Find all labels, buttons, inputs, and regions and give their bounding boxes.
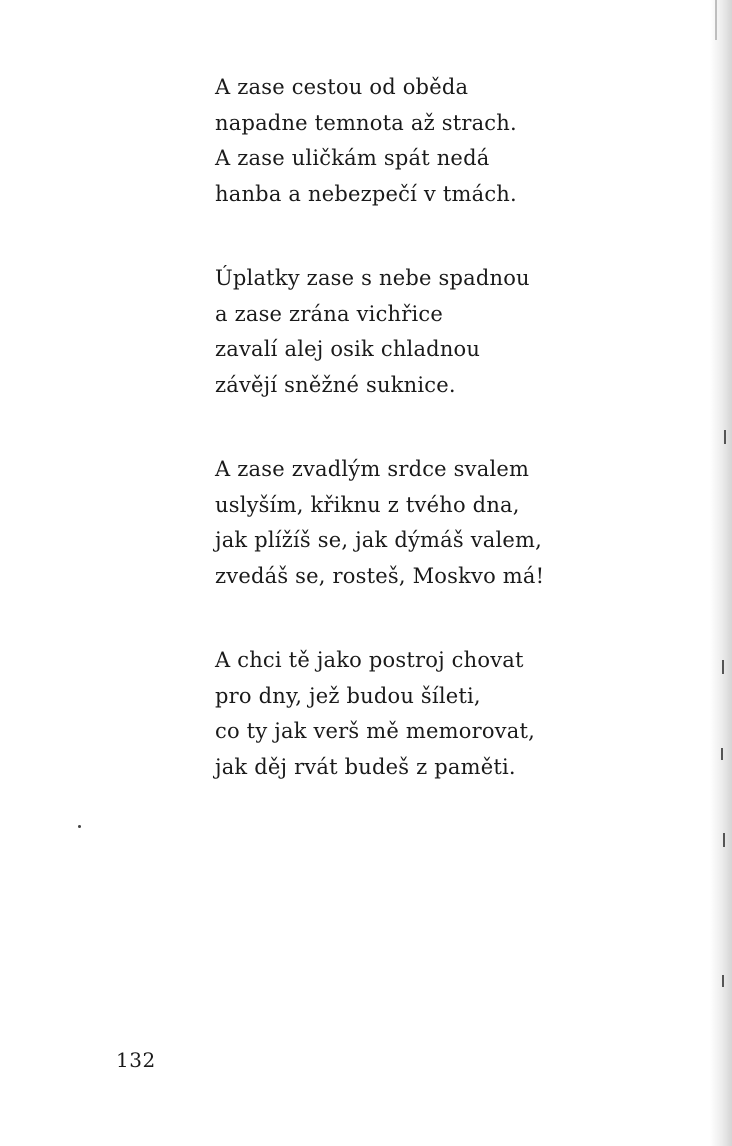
- scan-edge-mark: [715, 0, 717, 40]
- page-number: 132: [116, 1048, 156, 1072]
- poem-line: co ty jak verš mě memorovat,: [215, 719, 535, 743]
- poem: [215, 70, 635, 834]
- stanza-3: [215, 452, 635, 594]
- poem-line: napadne temnota až strach.: [215, 110, 517, 135]
- poem-line: závějí sněžné suknice.: [215, 372, 456, 397]
- scan-edge-mark: [722, 975, 724, 987]
- poem-line: hanba a nebezpečí v tmách.: [215, 181, 517, 206]
- poem-line: uslyším, křiknu z tvého dna,: [215, 492, 520, 517]
- poem-line: zavalí alej osik chladnou: [215, 337, 481, 361]
- poem-line: zvedáš se, rosteš, Moskvo má!: [215, 563, 545, 588]
- poem-line: pro dny, jež budou šíleti,: [215, 683, 481, 708]
- scan-edge-mark: [722, 660, 724, 674]
- poem-line: Úplatky zase s nebe spadnou: [215, 266, 530, 290]
- poem-line: a zase zrána vichřice: [215, 301, 444, 326]
- poem-line: A chci tě jako postroj chovat: [215, 648, 524, 672]
- poem-line: A zase zvadlým srdce svalem: [215, 457, 530, 481]
- stanza-4: [215, 643, 635, 785]
- poem-line: jak děj rvát budeš z paměti.: [215, 754, 516, 779]
- scan-edge-shadow: [710, 0, 732, 1146]
- dust-speck: [78, 825, 81, 828]
- poem-line: A zase uličkám spát nedá: [215, 146, 490, 170]
- stanza-2: [215, 261, 635, 403]
- scan-edge-mark: [724, 430, 726, 444]
- poem-line: A zase cestou od oběda: [215, 75, 469, 99]
- stanza-1: [215, 70, 635, 212]
- poem-line: jak plížíš se, jak dýmáš valem,: [215, 528, 543, 552]
- scan-edge-mark: [723, 833, 725, 847]
- scan-edge-mark: [721, 748, 723, 760]
